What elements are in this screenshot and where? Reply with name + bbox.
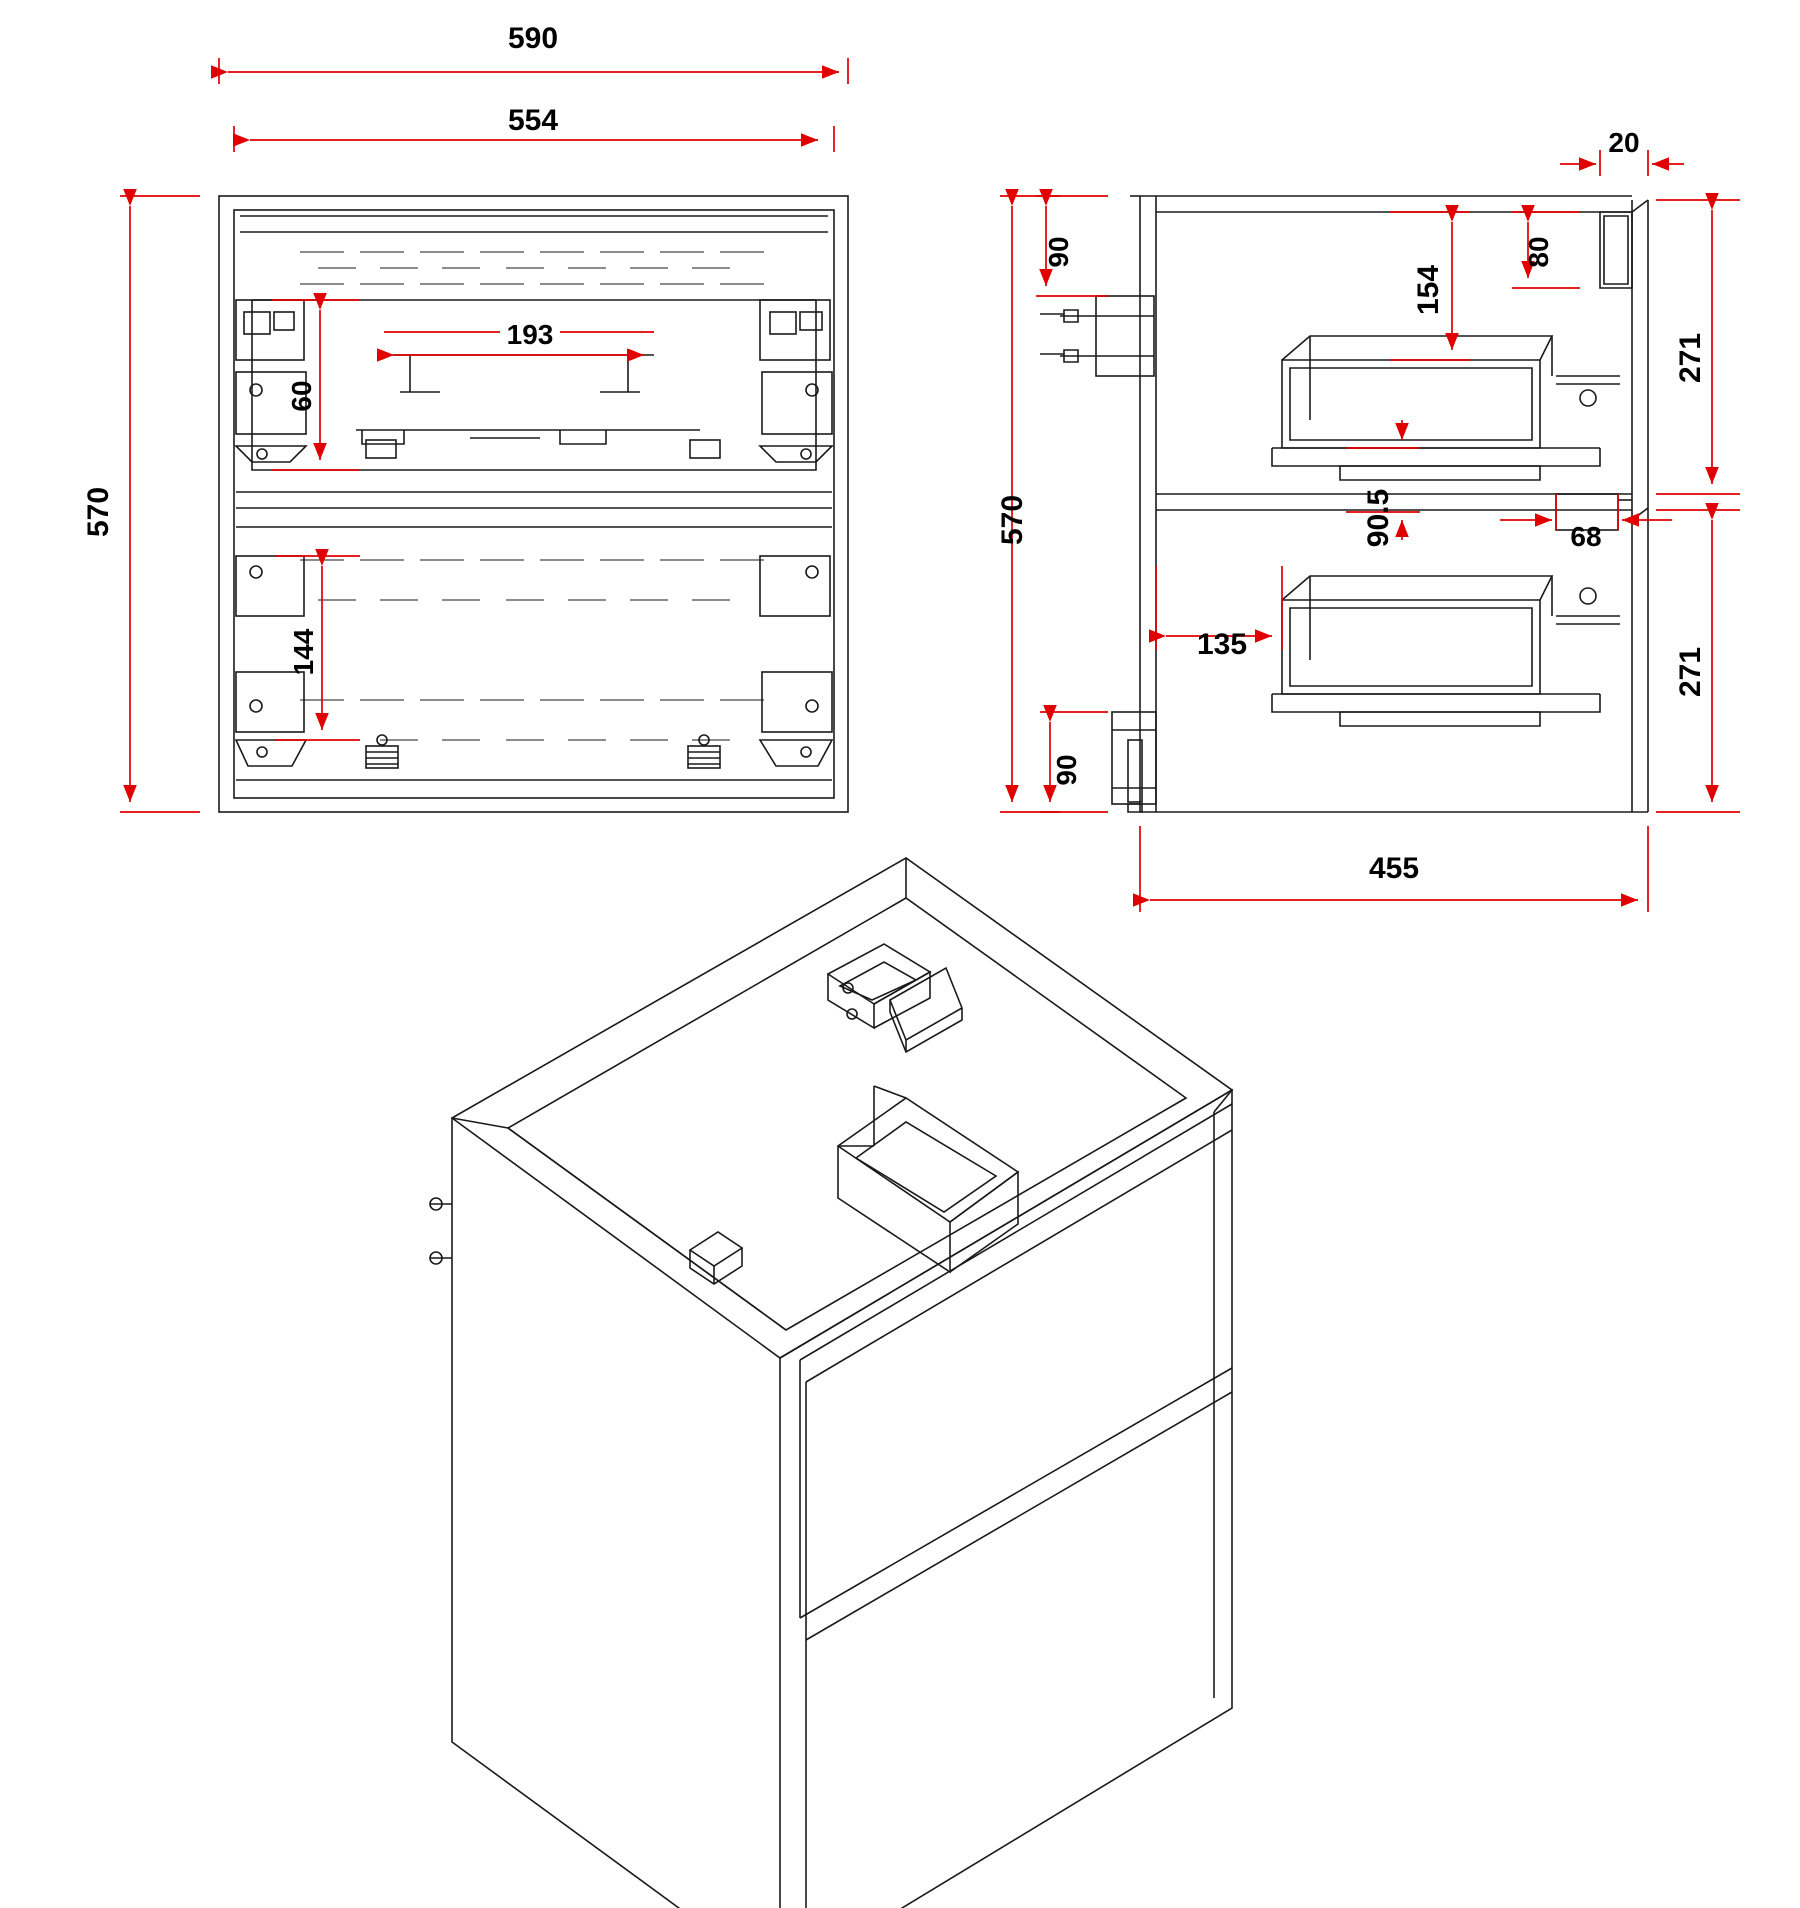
dim-570-front: 570 — [82, 486, 115, 538]
dim-90-5: 90.5 — [1362, 488, 1395, 548]
dim-271-lower: 271 — [1674, 646, 1707, 698]
dim-455: 455 — [1368, 852, 1420, 885]
dim-144: 144 — [288, 628, 319, 676]
dimension-labels — [82, 22, 1707, 885]
dim-60: 60 — [286, 380, 317, 412]
dim-590: 590 — [507, 22, 559, 55]
front-view-geometry — [219, 196, 848, 812]
dim-570-side: 570 — [996, 494, 1029, 546]
isometric-view-geometry — [430, 858, 1232, 1908]
dim-80: 80 — [1523, 236, 1554, 268]
dim-154: 154 — [1412, 264, 1445, 316]
dim-90-bottom: 90 — [1051, 754, 1082, 786]
dim-135: 135 — [1196, 628, 1248, 661]
dim-554: 554 — [507, 104, 559, 137]
dim-20: 20 — [1608, 127, 1640, 158]
dim-68: 68 — [1570, 521, 1602, 552]
front-view-dimensions — [120, 58, 848, 812]
dim-271-upper: 271 — [1674, 332, 1707, 384]
dim-193: 193 — [506, 319, 554, 350]
dim-90-top: 90 — [1043, 236, 1074, 268]
